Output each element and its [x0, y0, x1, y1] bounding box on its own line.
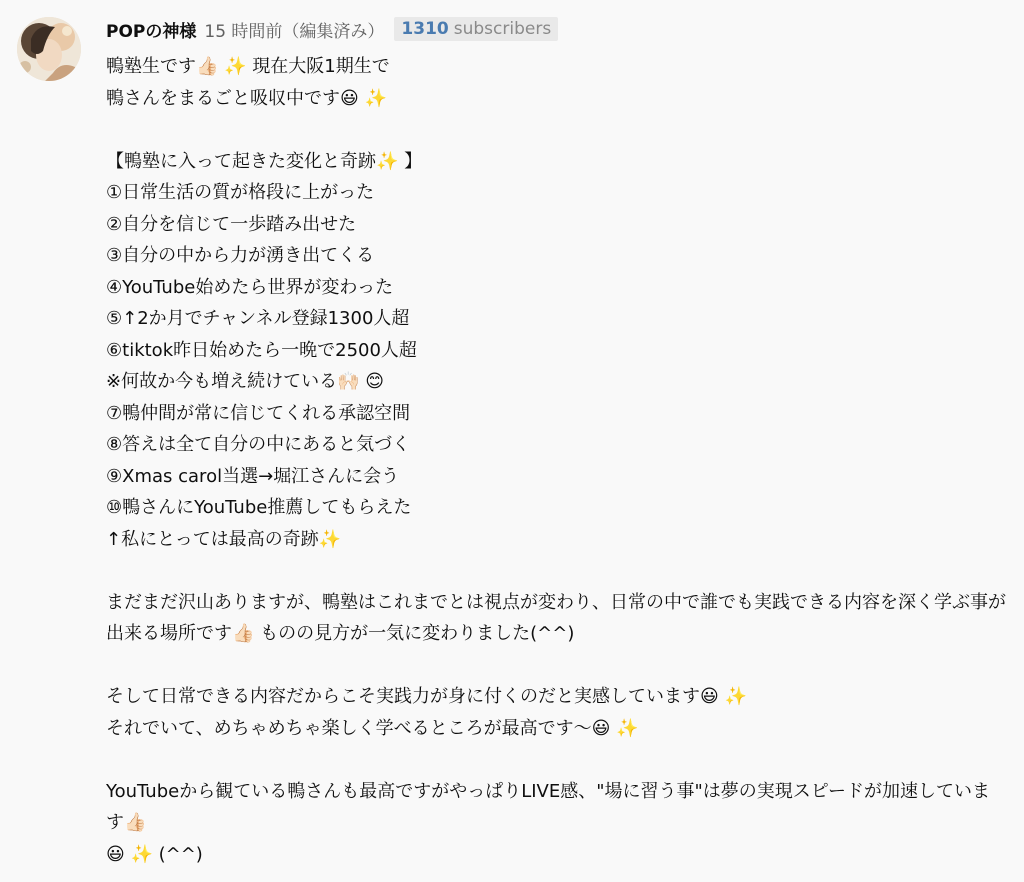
published-time-link[interactable]: 15 時間前（編集済み） [204, 21, 385, 42]
comment-line: ⑦鴨仲間が常に信じてくれる承認空間 [106, 402, 411, 424]
comment-text [106, 51, 1006, 870]
comment-line: 😃 ✨ (^^) [106, 843, 203, 865]
comment-line: ④YouTube始めたら世界が変わった [106, 276, 394, 298]
comment-line: ⑩鴨さんにYouTube推薦してもらえた [106, 497, 412, 518]
author-name-link[interactable]: POPの神様 [106, 21, 197, 42]
comment-line: ↑私にとっては最高の奇跡✨ [106, 528, 342, 550]
comment-line [106, 744, 1006, 776]
comment-line: 鴨さんをまるごと吸収中です😃 ✨ [106, 87, 387, 109]
comment-content [106, 14, 1006, 870]
subscriber-badge [394, 17, 558, 41]
comment-line: ③自分の中から力が湧き出てくる [106, 245, 375, 266]
comment-line [106, 650, 1006, 682]
comment-line: それでいて、めちゃめちゃ楽しく学べるところが最高です〜😃 ✨ [106, 717, 639, 739]
comment-line: ⑤↑2か月でチャンネル登録1300人超 [106, 308, 410, 329]
comment-line: YouTubeから観ている鴨さんも最高ですがやっぱりLIVE感、"場に習う事"は夢の実現スピードが加速しています👍🏻 [106, 780, 991, 833]
subscriber-count: 1310 [401, 19, 449, 39]
comment-line: 【鴨塾に入って起きた変化と奇跡✨ 】 [106, 150, 423, 172]
comment-line [106, 555, 1006, 587]
subscriber-label: subscribers [453, 19, 552, 39]
avatar-image [17, 17, 81, 81]
comment-line: 鴨塾生です👍🏻 ✨ 現在大阪1期生で [106, 56, 390, 77]
comment-line: ※何故か今も増え続けている🙌🏻 😊 [106, 371, 384, 392]
comment-line: ⑥tiktok昨日始めたら一晩で2500人超 [106, 339, 417, 361]
comment-line: そして日常できる内容だからこそ実践力が身に付くのだと実感しています😃 ✨ [106, 686, 747, 707]
comment-line: ⑧答えは全て自分の中にあると気づく [106, 434, 411, 455]
avatar[interactable] [17, 17, 81, 81]
comment-line [106, 114, 1006, 146]
comment-line: ⑨Xmas carol当選→堀江さんに会う [106, 465, 400, 487]
comment-line: まだまだ沢山ありますが、鴨塾はこれまでとは視点が変わり、日常の中で誰でも実践できる内容を深く学ぶ事が出来る場所です👍🏻 ものの見方が一気に変わりました(^^) [106, 591, 1006, 644]
comment-header [106, 14, 1006, 44]
comment-line: ①日常生活の質が格段に上がった [106, 182, 375, 203]
comment-line: ②自分を信じて一歩踏み出せた [106, 213, 357, 235]
